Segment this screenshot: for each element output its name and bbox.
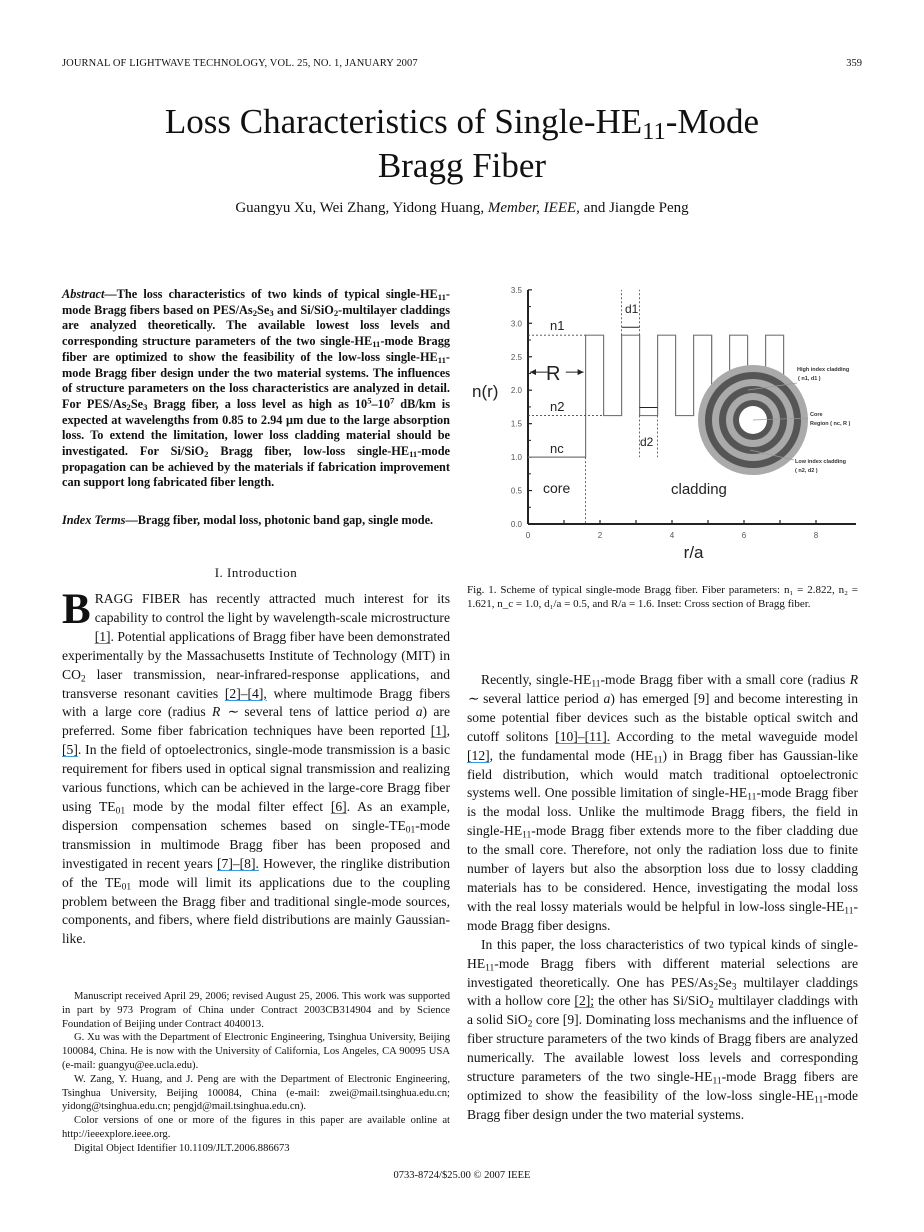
text-run: the other has Si/SiO	[594, 993, 710, 1009]
text-run: -mode transmission in multimode Bragg fiber has been proposed and investigated in recent years	[62, 817, 450, 871]
text-run: several lattice period	[478, 690, 604, 706]
section-heading: I. Introduction	[214, 565, 298, 580]
subscript: 2	[333, 307, 339, 318]
x-tick-label: 4	[669, 531, 675, 540]
x-tick-label: 6	[741, 531, 747, 540]
text-run: However, the ringlike distribution of the TE	[62, 855, 450, 890]
text-run: where multimode Bragg fibers with a large core (radius	[62, 685, 450, 720]
text-run: Se	[718, 974, 732, 990]
citation-link[interactable]: [1]	[430, 723, 447, 739]
paper-title	[0, 100, 924, 188]
text-run: Se	[130, 396, 144, 411]
d1-label: d1	[625, 302, 639, 316]
index-terms-text: —Bragg fiber, modal loss, photonic band gap, single mode.	[125, 513, 434, 527]
n1-label: n1	[550, 318, 565, 333]
superscript: 7	[389, 395, 395, 406]
subscript: 11	[591, 679, 601, 690]
subscript: 11	[712, 1076, 722, 1087]
text-run: ,	[446, 723, 450, 739]
title-text: Bragg Fiber	[377, 146, 547, 185]
subscript: 3	[143, 402, 148, 413]
citation-link[interactable]: [2];	[574, 993, 595, 1009]
subscript: 2	[527, 1019, 533, 1030]
figure-caption: Fig. 1. Scheme of typical single-mode Bragg fiber. Fiber parameters: n₁ = 2.822, n₂ = 1.621, n_c = 1.0, d₁/a = 0.5, and R/a = 1.6. Inset: Cross section of Bragg fiber.	[467, 584, 858, 610]
text-run: -mode Bragg fiber are optimized to show the feasibility of the low-loss single-HE	[62, 334, 450, 364]
math-symbol: a	[415, 704, 423, 720]
intro-paragraph-3	[467, 936, 858, 1125]
text-run: . Potential applications of Bragg fiber have been demonstrated experimentally by the Massachusetts Institute of Technology (MIT) in CO	[62, 628, 450, 682]
text-run: mode will limit its applications due to the coupling problem between the Bragg fiber and traditional single-mode sources, components, and fibers, where field distributions are mainly Gaussian-like.	[62, 874, 450, 947]
abstract-body	[62, 287, 450, 489]
n2-label: n2	[550, 399, 565, 414]
math-symbol: R ∼	[467, 672, 858, 706]
cladding-label: cladding	[671, 481, 727, 498]
subscript: 01	[121, 881, 132, 892]
y-tick-label: 1.5	[510, 419, 522, 429]
author-names: Guangyu Xu, Wei Zhang, Yidong Huang,	[235, 200, 488, 216]
title-text: -Mode	[665, 102, 760, 141]
x-tick-label: 8	[813, 531, 819, 540]
text-run: Se	[257, 302, 270, 317]
text-run: -mode Bragg fiber designs.	[467, 898, 858, 933]
text-run: multilayer claddings with a solid SiO	[467, 993, 858, 1028]
annotations	[528, 290, 727, 524]
citation-link[interactable]: [5]	[62, 742, 78, 758]
subscript: 3	[269, 307, 274, 318]
citation-link[interactable]: [1]	[94, 628, 111, 644]
x-tick-label: 2	[597, 531, 603, 540]
cross-section-inset	[698, 365, 851, 475]
core-label: core	[543, 480, 571, 496]
y-tick-label: 0.0	[510, 520, 522, 529]
subscript: 2	[709, 1000, 714, 1011]
text-run: -mode Bragg fiber with a small core (radius	[600, 672, 850, 687]
subscript: 11	[372, 339, 381, 350]
subscript: 2	[204, 449, 209, 460]
y-tick-label: 2.5	[510, 352, 522, 362]
subscript: 2	[80, 674, 86, 684]
subscript: 11	[437, 354, 446, 365]
d2-label: d2	[640, 435, 654, 449]
text-run: several tens of lattice period	[238, 704, 416, 720]
index-terms	[62, 513, 450, 529]
page-number: 359	[846, 58, 862, 69]
inset-label-high: High index cladding	[797, 367, 850, 373]
x-tick-label: 0	[525, 531, 531, 540]
paragraph-body	[62, 586, 450, 947]
math-symbol: R ∼	[211, 704, 239, 720]
text-run: -multilayer claddings are analyzed theoretically. The available lowest loss levels and corresponding structure parameters of the two single-HE	[62, 302, 450, 349]
intro-paragraph-1	[62, 586, 450, 949]
abstract-label: Abstract	[62, 287, 105, 301]
figure-1	[470, 280, 870, 580]
index-terms-label: Index Terms	[62, 513, 126, 527]
subscript: 01	[115, 806, 126, 817]
text-run: RAGG FIBER has recently attracted much interest for its capability to control the light by wavelength-scale microstructure	[94, 591, 450, 625]
author-membership: Member, IEEE	[487, 200, 577, 216]
subscript: 3	[731, 981, 737, 992]
abstract	[62, 287, 450, 491]
text-run: –10	[371, 396, 390, 411]
subscript: 11	[653, 755, 663, 765]
text-run: -mode Bragg fiber design under the two material systems. The influences of structure parameters on the loss characteristics are analyzed in detail. For PES/As	[62, 349, 450, 411]
text-run: -mode Bragg fibers with different material selections are investigated theoretically. One has PES/As	[467, 955, 858, 990]
text-run: Recently, single-HE	[481, 672, 592, 687]
text-run: -mode Bragg fiber extends more to the fiber cladding due to the small core. Therefore, not only the radiation loss due to finite number of layers but also the absorption loss due to lossy cladding materials has to be considered. Hence, investigating the modal loss with the real lossy materials would be helpful in low-loss single-HE	[467, 823, 858, 914]
y-tick-label: 1.0	[510, 453, 522, 463]
subscript: 11	[814, 1095, 824, 1106]
footnote: Digital Object Identifier 10.1109/JLT.2006.886673	[74, 1142, 290, 1154]
subscript: 11	[747, 792, 757, 803]
intro-paragraph-2	[467, 671, 858, 936]
text-run: According to the metal waveguide model	[610, 728, 858, 744]
superscript: 5	[367, 395, 372, 406]
inset-label-low: ( n2, d2 )	[795, 468, 818, 474]
y-tick-label: 3.5	[510, 285, 522, 295]
inset-label-high: ( n1, d1 )	[798, 376, 821, 382]
text-run: core [9]. Dominating loss mechanisms and the influence of fiber structure parameters of the two kinds of Bragg fibers are analyzed numerically. The available lowest loss levels and corresponding structure parameters of the two single-HE	[467, 1012, 859, 1085]
title-text: Loss Characteristics of Single-HE	[164, 102, 643, 141]
text-run: ) has emerged [9] and become interesting in some potential fiber devices such as the bistable optical switch and cutoff solitons	[467, 690, 858, 744]
author-names: , and Jiangde Peng	[576, 200, 689, 216]
text-run: . In the field of optoelectronics, single-mode transmission is a basic requirement for fibers used in optical signal transmission and realizing various functions, which can be achieved in the large-core Bragg fiber using TE	[62, 742, 450, 814]
text-run: -mode propagation can be achieved by the materials if fabrication improvement can support long fabricated fiber length.	[62, 444, 450, 490]
y-tick-label: 0.5	[510, 486, 522, 496]
text-run: laser transmission, near-infrared-response applications, and transverse resonant cavities	[62, 666, 450, 701]
text-run: mode by the modal filter effect	[125, 798, 331, 814]
text-run: , the fundamental mode (HE	[489, 747, 654, 763]
text-run: multilayer claddings with a hollow core	[467, 974, 858, 1009]
copyright-footer: 0733-8724/$25.00 © 2007 IEEE	[393, 1170, 531, 1181]
text-run: . As an example, dispersion compensation schemes based on single-TE	[62, 798, 450, 833]
author-list	[0, 200, 924, 217]
subscript: 11	[485, 962, 495, 973]
y-tick-label: 2.0	[510, 386, 522, 396]
subscript: 11	[844, 906, 854, 917]
citation-link[interactable]: [10]–[11].	[555, 728, 611, 744]
y-axis-label: n(r)	[472, 381, 499, 401]
text-run: dB/km is expected at wavelengths from 0.85 to 2.94 μm due to the large absorption loss. To extend the limitation, lower loss cladding material should be investigated. For Si/SiO	[62, 396, 451, 459]
text-run: -mode Bragg fiber is the modal loss. Unlike the multimode Bragg fibers, the field in single-HE	[467, 785, 858, 839]
math-symbol: a	[603, 690, 611, 706]
x-axis-label: r/a	[683, 543, 704, 562]
text-run: Bragg fiber, low-loss single-HE	[208, 444, 410, 459]
text-run: ) in Bragg fiber has Gaussian-like field distribution, which would match traditional optoelectronic systems well. One possible limitation of single-HE	[467, 747, 859, 801]
intro-right-column	[467, 671, 858, 1125]
inset-label-low: Low index cladding	[795, 459, 847, 465]
subscript: 11	[409, 449, 418, 460]
subscript: 01	[405, 825, 416, 836]
text-run: Bragg fiber, a loss level as high as 10	[147, 396, 368, 411]
inset-label-core: Core	[810, 412, 823, 418]
running-head: JOURNAL OF LIGHTWAVE TECHNOLOGY, VOL. 25, NO. 1, JANUARY 2007	[62, 58, 418, 69]
text-run: In this paper, the loss characteristics of two typical kinds of single-HE	[467, 936, 858, 971]
R-label: R	[546, 363, 561, 385]
footnote: G. Xu was with the Department of Electronic Engineering, Tsinghua University, Beijing 100084, China. He is now with the University of California, Los Angeles, CA 90095 USA (e-mail: guangyu@ee.ucla.edu).	[62, 1032, 450, 1071]
title-subscript: 11	[642, 118, 666, 146]
footnote: Color versions of one or more of the figures in this paper are available online at http://ieeexplore.ieee.org.	[62, 1115, 450, 1140]
citation-link[interactable]: [12]	[467, 747, 490, 763]
text-run: -mode Bragg fibers based on PES/As	[62, 287, 450, 317]
y-tick-label: 3.0	[510, 319, 522, 329]
footnotes	[62, 990, 450, 1156]
text-run: ) are preferred. Some fiber fabrication techniques have been reported	[62, 704, 450, 739]
subscript: 2	[252, 307, 258, 318]
subscript: 2	[713, 981, 719, 992]
subscript: 11	[522, 830, 532, 841]
arrowhead	[578, 369, 584, 375]
citation-link[interactable]: [6]	[330, 798, 347, 814]
text-run: -mode Bragg fibers are optimized to show the feasibility of the low-loss single-HE	[467, 1069, 858, 1103]
inset-label-core: Region ( nc, R )	[810, 421, 851, 427]
footnote: Manuscript received April 29, 2006; revised August 25, 2006. This work was supported in part by 973 Program of China under Contract 2003CB314904 and by Science Foundation of Beijing under Contract 4040013.	[62, 991, 450, 1030]
footnote: W. Zang, Y. Huang, and J. Peng are with the Department of Electronic Engineering, Tsinghua University, Beijing 100084, China (e-mail: zwei@mail.tsinghua.edu.cn; yidong@tsinghua.edu.cn; pengjd@mail.tsinghua.edu.cn).	[62, 1073, 450, 1113]
citation-link[interactable]: [7]–[8].	[217, 855, 259, 871]
subscript: 11	[437, 292, 446, 303]
arrowhead	[530, 369, 536, 375]
citation-link[interactable]: [2]–[4],	[224, 685, 267, 701]
subscript: 2	[126, 402, 131, 413]
text-run: and Si/SiO	[273, 302, 334, 317]
nc-label: nc	[550, 441, 564, 456]
text-run: -mode Bragg fiber design under the two material systems.	[467, 1087, 858, 1122]
text-run: —The loss characteristics of two kinds of typical single-HE	[104, 287, 438, 301]
drop-cap: B	[62, 586, 91, 633]
